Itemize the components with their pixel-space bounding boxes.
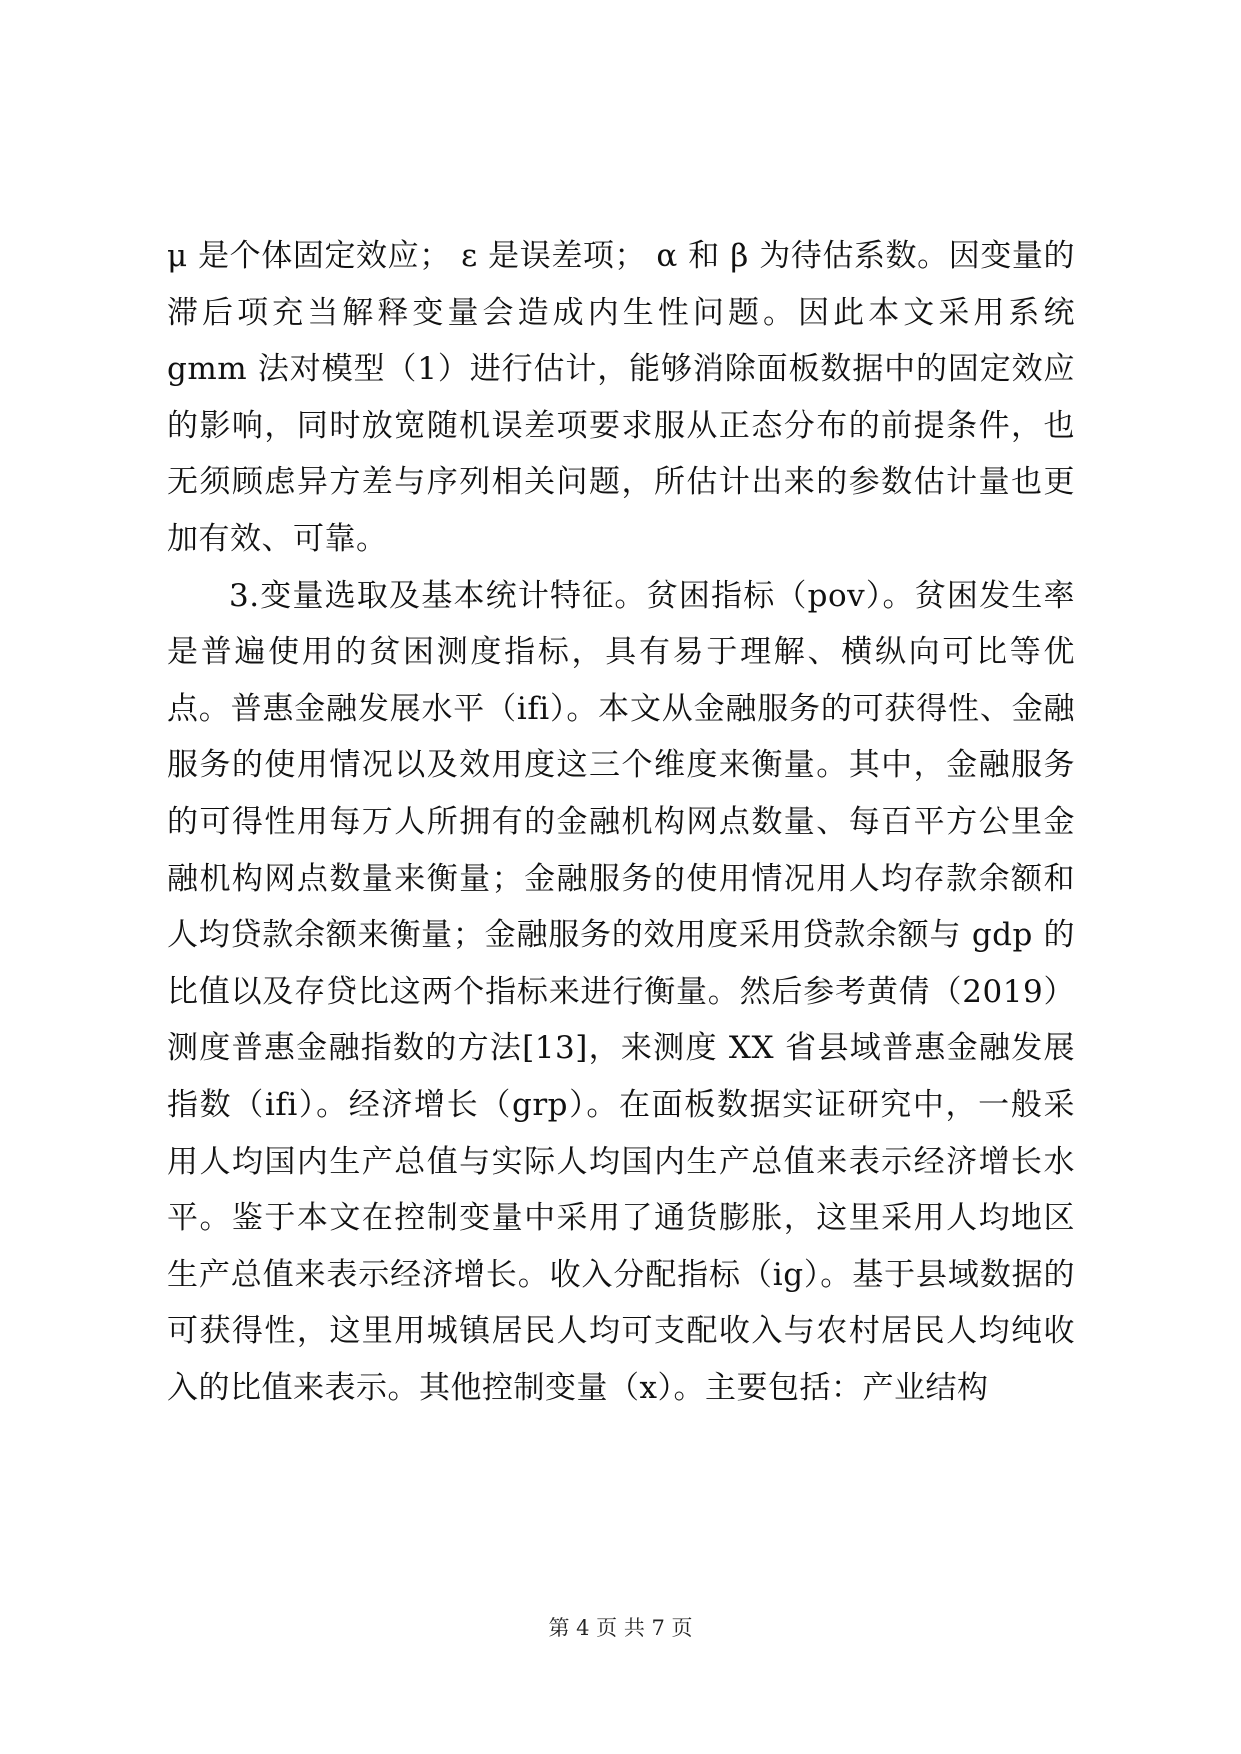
page-footer [0, 1612, 1241, 1642]
paragraph-variable-selection: 3.变量选取及基本统计特征。贫困指标（pov）。贫困发生率是普遍使用的贫困测度指标，具有易于理解、横纵向可比等优点。普惠金融发展水平（ifi）。本文从金融服务的可获得性、金融服务的使用情况以及效用度这三个维度来衡量。其中，金融服务的可得性用每万人所拥有的金融机构网点数量、每百平方公里金融机构网点数量来衡量；金融服务的使用情况用人均存款余额和人均贷款余额来衡量；金融服务的效用度采用贷款余额与 gdp 的比值以及存贷比这两个指标来进行衡量。然后参考黄倩（2019）测度普惠金融指数的方法[13]，来测度 XX 省县域普惠金融发展指数（ifi）。经济增长（grp）。在面板数据实证研究中，一般采用人均国内生产总值与实际人均国内生产总值来表示经济增长水平。鉴于本文在控制变量中采用了通货膨胀，这里采用人均地区生产总值来表示经济增长。收入分配指标（ig）。基于县域数据的可获得性，这里用城镇居民人均可支配收入与农村居民人均纯收入的比值来表示。其他控制变量（x）。主要包括：产业结构 [167, 577, 1075, 1406]
paragraph-model-estimation: μ 是个体固定效应； ε 是误差项； α 和 β 为待估系数。因变量的滞后项充当解释变量会造成内生性问题。因此本文采用系统 gmm 法对模型（1）进行估计，能够消除面板数据中的固定效应的影响，同时放宽随机误差项要求服从正态分布的前提条件，也无须顾虑异方差与序列相关问题，所估计出来的参数估计量也更加有效、可靠。 [167, 238, 1075, 557]
page-number-label: 第 4 页 共 7 页 [548, 1616, 693, 1640]
body-text [167, 228, 1075, 1416]
